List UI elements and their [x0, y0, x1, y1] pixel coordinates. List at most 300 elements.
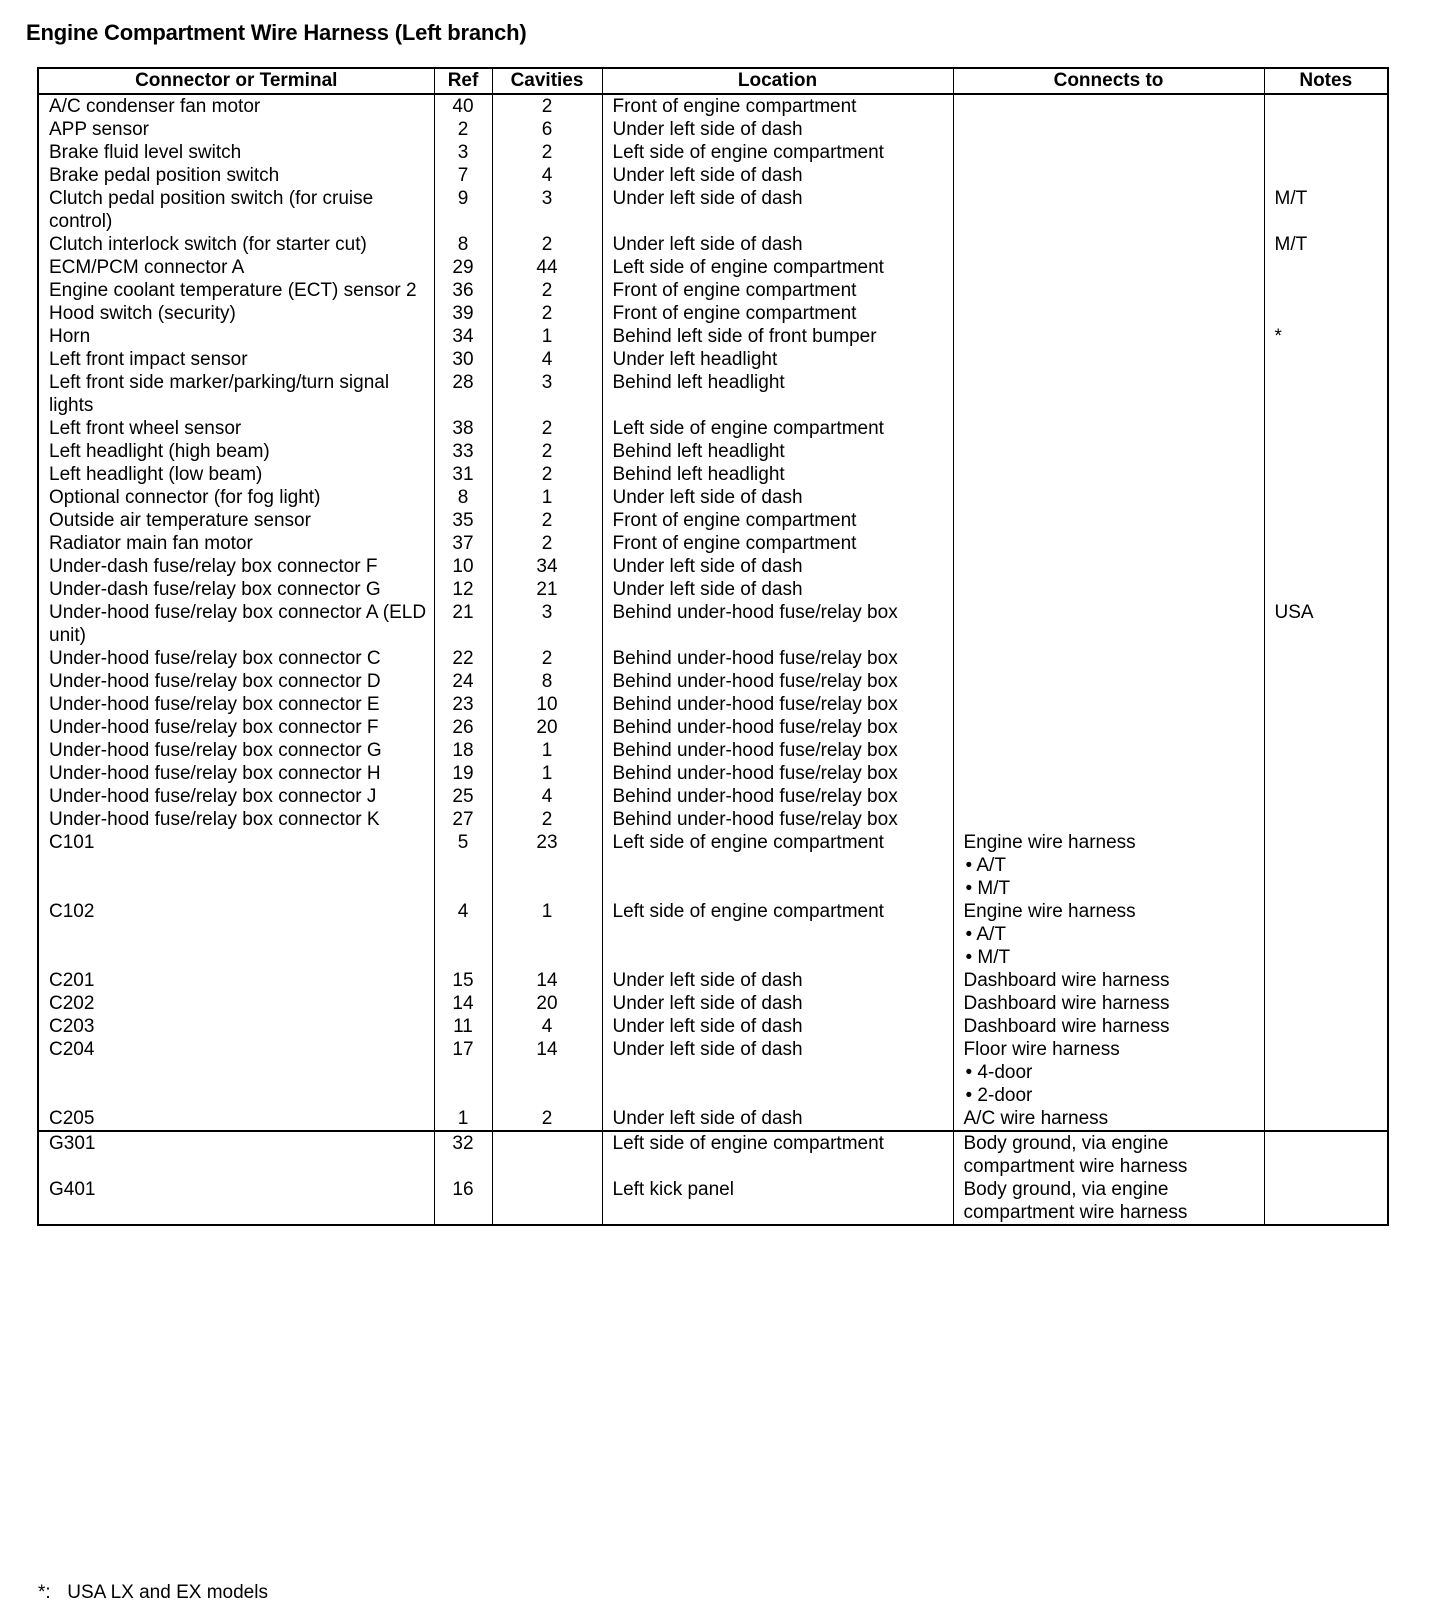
- cell-location: [602, 325, 953, 348]
- cell-connector: [38, 463, 434, 486]
- table-row: [38, 1178, 1388, 1225]
- cell-connects-to: [953, 716, 1264, 739]
- table-row: [38, 578, 1388, 601]
- cell-ref-text: 12: [452, 579, 474, 600]
- cell-connector: [38, 647, 434, 670]
- cell-cavities-text: 2: [541, 648, 553, 669]
- cell-cavities: [492, 785, 602, 808]
- column-header-ref: Ref: [434, 68, 492, 94]
- cell-cavities-text: 4: [541, 1016, 553, 1037]
- cell-location-text: Under left side of dash: [612, 1016, 803, 1037]
- column-header-location: Location: [602, 68, 953, 94]
- cell-location: [602, 463, 953, 486]
- cell-connector-text: Under-dash fuse/relay box connector F: [49, 556, 378, 577]
- cell-location: [602, 509, 953, 532]
- cell-connector: [38, 141, 434, 164]
- cell-ref-text: 15: [452, 970, 474, 991]
- cell-connector-text: G301: [49, 1133, 96, 1154]
- cell-connects-to: [953, 1131, 1264, 1178]
- table-row: [38, 808, 1388, 831]
- cell-connector-text: Under-hood fuse/relay box connector D: [49, 671, 381, 692]
- cell-cavities-text: 2: [541, 142, 553, 163]
- cell-location-text: Behind under-hood fuse/relay box: [612, 809, 898, 830]
- cell-cavities: [492, 440, 602, 463]
- cell-cavities: [492, 739, 602, 762]
- cell-ref: [434, 371, 492, 417]
- cell-notes: [1264, 992, 1388, 1015]
- cell-ref: [434, 118, 492, 141]
- column-header-notes: Notes: [1264, 68, 1388, 94]
- cell-notes: [1264, 1107, 1388, 1131]
- cell-location-text: Behind left headlight: [612, 441, 785, 462]
- cell-connector: [38, 94, 434, 118]
- cell-cavities: [492, 486, 602, 509]
- cell-connector-text: Left front side marker/parking/turn signal lights: [49, 372, 390, 416]
- cell-connects-to: [953, 164, 1264, 187]
- cell-location: [602, 831, 953, 900]
- cell-location: [602, 118, 953, 141]
- cell-ref-text: 34: [452, 326, 474, 347]
- cell-connects-to-text: Engine wire harness: [963, 901, 1136, 922]
- cell-connects-to: [953, 532, 1264, 555]
- cell-cavities-text: 44: [536, 257, 558, 278]
- cell-connects-to: [953, 279, 1264, 302]
- cell-notes: [1264, 601, 1388, 647]
- cell-connector-text: Left front impact sensor: [49, 349, 248, 370]
- cell-cavities: [492, 1015, 602, 1038]
- cell-connector: [38, 509, 434, 532]
- cell-connector-text: C101: [49, 832, 95, 853]
- table-row: [38, 371, 1388, 417]
- cell-ref: [434, 900, 492, 969]
- cell-cavities: [492, 279, 602, 302]
- cell-notes-text: *: [1274, 326, 1282, 347]
- cell-cavities: [492, 969, 602, 992]
- cell-connector: [38, 440, 434, 463]
- cell-notes: [1264, 463, 1388, 486]
- cell-cavities: [492, 94, 602, 118]
- cell-notes: [1264, 440, 1388, 463]
- cell-cavities: [492, 1131, 602, 1178]
- cell-connector: [38, 348, 434, 371]
- table-body-connectors: [38, 94, 1388, 1131]
- cell-notes-text: M/T: [1274, 188, 1308, 209]
- cell-cavities: [492, 118, 602, 141]
- cell-notes: [1264, 808, 1388, 831]
- cell-ref: [434, 1131, 492, 1178]
- cell-cavities-text: 4: [541, 786, 553, 807]
- cell-location-text: Left kick panel: [612, 1179, 734, 1200]
- cell-ref-text: 14: [452, 993, 474, 1014]
- cell-notes: [1264, 417, 1388, 440]
- cell-location: [602, 670, 953, 693]
- cell-connects-to: [953, 762, 1264, 785]
- cell-cavities-text: 1: [541, 487, 553, 508]
- cell-cavities-text: 2: [541, 234, 553, 255]
- cell-location: [602, 256, 953, 279]
- cell-location: [602, 762, 953, 785]
- cell-connector-text: C202: [49, 993, 95, 1014]
- page-title: Engine Compartment Wire Harness (Left branch): [26, 20, 527, 45]
- cell-ref-text: 19: [452, 763, 474, 784]
- cell-location-text: Front of engine compartment: [612, 280, 857, 301]
- cell-cavities: [492, 302, 602, 325]
- cell-ref: [434, 1178, 492, 1225]
- cell-ref-text: 30: [452, 349, 474, 370]
- table-row: [38, 1107, 1388, 1131]
- cell-location-text: Under left side of dash: [612, 119, 803, 140]
- cell-connects-to: [953, 486, 1264, 509]
- cell-ref-text: 28: [452, 372, 474, 393]
- cell-location-text: Behind under-hood fuse/relay box: [612, 648, 898, 669]
- cell-ref: [434, 670, 492, 693]
- cell-cavities-text: 14: [536, 1039, 558, 1060]
- cell-location: [602, 693, 953, 716]
- cell-notes: [1264, 302, 1388, 325]
- cell-connects-to: [953, 1107, 1264, 1131]
- cell-ref: [434, 992, 492, 1015]
- cell-notes: [1264, 187, 1388, 233]
- cell-connects-to: [953, 463, 1264, 486]
- cell-connects-to-text: Floor wire harness: [963, 1039, 1120, 1060]
- cell-cavities-text: 4: [541, 349, 553, 370]
- cell-notes: [1264, 969, 1388, 992]
- cell-connects-to: [953, 118, 1264, 141]
- cell-cavities-text: 2: [541, 280, 553, 301]
- cell-connector-text: Clutch pedal position switch (for cruise control): [49, 188, 374, 232]
- cell-ref-text: 21: [452, 602, 474, 623]
- cell-connector-text: Horn: [49, 326, 91, 347]
- cell-location: [602, 555, 953, 578]
- cell-notes-text: M/T: [1274, 234, 1308, 255]
- cell-ref-text: 24: [452, 671, 474, 692]
- cell-connector: [38, 762, 434, 785]
- cell-connector-text: G401: [49, 1179, 96, 1200]
- cell-connector: [38, 532, 434, 555]
- cell-location-text: Front of engine compartment: [612, 303, 857, 324]
- cell-connects-to: [953, 693, 1264, 716]
- cell-cavities-text: 1: [541, 901, 553, 922]
- cell-location: [602, 1131, 953, 1178]
- cell-connector-text: Under-hood fuse/relay box connector C: [49, 648, 381, 669]
- cell-connector-text: Under-dash fuse/relay box connector G: [49, 579, 381, 600]
- table-row: [38, 716, 1388, 739]
- cell-cavities: [492, 348, 602, 371]
- cell-cavities: [492, 647, 602, 670]
- cell-location-text: Front of engine compartment: [612, 96, 857, 117]
- cell-ref-text: 23: [452, 694, 474, 715]
- cell-cavities: [492, 233, 602, 256]
- cell-notes: [1264, 279, 1388, 302]
- cell-connector: [38, 118, 434, 141]
- cell-connects-to: [953, 578, 1264, 601]
- cell-ref: [434, 417, 492, 440]
- cell-cavities-text: 2: [541, 418, 553, 439]
- cell-cavities-text: 20: [536, 717, 558, 738]
- cell-location: [602, 992, 953, 1015]
- cell-connector: [38, 233, 434, 256]
- cell-connector-text: Hood switch (security): [49, 303, 236, 324]
- cell-location: [602, 417, 953, 440]
- cell-ref: [434, 578, 492, 601]
- cell-connects-to-text: A/C wire harness: [963, 1108, 1109, 1129]
- cell-location: [602, 578, 953, 601]
- cell-ref-text: 2: [457, 119, 469, 140]
- cell-ref: [434, 808, 492, 831]
- cell-connector-text: Under-hood fuse/relay box connector K: [49, 809, 380, 830]
- cell-cavities-text: 3: [541, 188, 553, 209]
- cell-cavities: [492, 693, 602, 716]
- cell-ref-text: 18: [452, 740, 474, 761]
- table-row: [38, 348, 1388, 371]
- cell-location-text: Left side of engine compartment: [612, 257, 884, 278]
- cell-connector-text: Left headlight (high beam): [49, 441, 270, 462]
- table-row: [38, 532, 1388, 555]
- cell-notes: [1264, 578, 1388, 601]
- table-row: [38, 486, 1388, 509]
- cell-connects-to: [953, 141, 1264, 164]
- cell-connector: [38, 279, 434, 302]
- cell-location-text: Behind under-hood fuse/relay box: [612, 717, 898, 738]
- cell-connector: [38, 601, 434, 647]
- cell-ref: [434, 187, 492, 233]
- table-row: [38, 440, 1388, 463]
- cell-location-text: Under left side of dash: [612, 1039, 803, 1060]
- cell-connects-to: [953, 670, 1264, 693]
- cell-ref: [434, 94, 492, 118]
- cell-connector-text: Under-hood fuse/relay box connector E: [49, 694, 380, 715]
- connects-to-sub-item: • A/T: [965, 855, 1006, 876]
- table-row: [38, 187, 1388, 233]
- cell-cavities: [492, 141, 602, 164]
- cell-ref-text: 31: [452, 464, 474, 485]
- table-row: [38, 555, 1388, 578]
- cell-location: [602, 716, 953, 739]
- cell-notes: [1264, 141, 1388, 164]
- cell-ref: [434, 716, 492, 739]
- cell-connector-text: Left headlight (low beam): [49, 464, 263, 485]
- cell-ref-text: 25: [452, 786, 474, 807]
- cell-notes: [1264, 1178, 1388, 1225]
- footnote-mark: *:: [38, 1582, 51, 1603]
- cell-connects-to: [953, 992, 1264, 1015]
- table-row: [38, 118, 1388, 141]
- cell-location: [602, 739, 953, 762]
- cell-connects-to: [953, 371, 1264, 417]
- cell-connects-to: [953, 348, 1264, 371]
- table-row: [38, 463, 1388, 486]
- cell-cavities: [492, 371, 602, 417]
- cell-cavities: [492, 762, 602, 785]
- cell-connector: [38, 716, 434, 739]
- cell-notes-text: USA: [1274, 602, 1314, 623]
- cell-cavities-text: 23: [536, 832, 558, 853]
- cell-connector: [38, 417, 434, 440]
- cell-connector-text: Optional connector (for fog light): [49, 487, 321, 508]
- cell-cavities: [492, 670, 602, 693]
- cell-ref-text: 8: [457, 234, 469, 255]
- cell-cavities: [492, 808, 602, 831]
- cell-notes: [1264, 371, 1388, 417]
- connects-to-sub-item: • 2-door: [965, 1085, 1033, 1106]
- cell-location: [602, 601, 953, 647]
- cell-connector: [38, 831, 434, 900]
- cell-location-text: Left side of engine compartment: [612, 832, 884, 853]
- cell-ref: [434, 1038, 492, 1107]
- cell-ref-text: 7: [457, 165, 469, 186]
- cell-connects-to: [953, 1038, 1264, 1107]
- cell-ref: [434, 233, 492, 256]
- cell-ref-text: 3: [457, 142, 469, 163]
- cell-ref-text: 39: [452, 303, 474, 324]
- cell-connector-text: Under-hood fuse/relay box connector H: [49, 763, 381, 784]
- cell-cavities-text: 14: [536, 970, 558, 991]
- cell-connector: [38, 693, 434, 716]
- cell-notes: [1264, 762, 1388, 785]
- cell-connector-text: ECM/PCM connector A: [49, 257, 245, 278]
- cell-cavities: [492, 1038, 602, 1107]
- cell-connects-to: [953, 417, 1264, 440]
- cell-connector: [38, 992, 434, 1015]
- cell-ref-text: 36: [452, 280, 474, 301]
- cell-cavities: [492, 509, 602, 532]
- cell-cavities: [492, 1107, 602, 1131]
- cell-notes: [1264, 647, 1388, 670]
- cell-location-text: Under left side of dash: [612, 556, 803, 577]
- cell-ref: [434, 486, 492, 509]
- cell-cavities: [492, 164, 602, 187]
- table-row: [38, 647, 1388, 670]
- cell-connects-to-text: Engine wire harness: [963, 832, 1136, 853]
- cell-location-text: Under left side of dash: [612, 579, 803, 600]
- cell-notes: [1264, 831, 1388, 900]
- cell-location: [602, 233, 953, 256]
- table-row: [38, 325, 1388, 348]
- cell-connects-to: [953, 94, 1264, 118]
- table-row: [38, 762, 1388, 785]
- cell-ref-text: 4: [457, 901, 469, 922]
- cell-location-text: Behind left side of front bumper: [612, 326, 877, 347]
- cell-notes: [1264, 716, 1388, 739]
- cell-ref: [434, 785, 492, 808]
- cell-cavities-text: 8: [541, 671, 553, 692]
- cell-ref-text: 5: [457, 832, 469, 853]
- cell-connector: [38, 670, 434, 693]
- cell-location-text: Behind under-hood fuse/relay box: [612, 763, 898, 784]
- cell-location: [602, 94, 953, 118]
- cell-connects-to: [953, 601, 1264, 647]
- cell-cavities-text: 1: [541, 326, 553, 347]
- table-row: [38, 1131, 1388, 1178]
- table-row: [38, 739, 1388, 762]
- cell-ref-text: 33: [452, 441, 474, 462]
- cell-notes: [1264, 555, 1388, 578]
- cell-connects-to: [953, 1015, 1264, 1038]
- cell-cavities: [492, 325, 602, 348]
- cell-location-text: Behind under-hood fuse/relay box: [612, 602, 898, 623]
- table-row: [38, 670, 1388, 693]
- table-row: [38, 279, 1388, 302]
- cell-connects-to: [953, 325, 1264, 348]
- cell-location-text: Front of engine compartment: [612, 533, 857, 554]
- cell-ref-text: 16: [452, 1179, 474, 1200]
- cell-location-text: Front of engine compartment: [612, 510, 857, 531]
- cell-cavities-text: 21: [536, 579, 558, 600]
- cell-ref: [434, 1015, 492, 1038]
- cell-connects-to-text: Body ground, via engine compartment wire harness: [963, 1179, 1188, 1223]
- table-row: [38, 969, 1388, 992]
- cell-connector-text: Outside air temperature sensor: [49, 510, 311, 531]
- cell-connects-to: [953, 440, 1264, 463]
- cell-location: [602, 785, 953, 808]
- cell-connector-text: Engine coolant temperature (ECT) sensor 2: [49, 280, 417, 301]
- table-row: [38, 1015, 1388, 1038]
- cell-ref: [434, 302, 492, 325]
- cell-connector: [38, 486, 434, 509]
- cell-connector-text: C204: [49, 1039, 95, 1060]
- cell-connects-to: [953, 808, 1264, 831]
- cell-cavities-text: 34: [536, 556, 558, 577]
- cell-connector: [38, 371, 434, 417]
- cell-cavities: [492, 555, 602, 578]
- cell-connector: [38, 900, 434, 969]
- cell-cavities-text: 3: [541, 602, 553, 623]
- column-header-cavities: Cavities: [492, 68, 602, 94]
- cell-cavities-text: 4: [541, 165, 553, 186]
- cell-ref-text: 26: [452, 717, 474, 738]
- cell-connector-text: C102: [49, 901, 95, 922]
- cell-connects-to-text: Body ground, via engine compartment wire harness: [963, 1133, 1188, 1177]
- cell-location: [602, 969, 953, 992]
- connects-to-sub-item: • A/T: [965, 924, 1006, 945]
- cell-connector: [38, 187, 434, 233]
- table-row: [38, 509, 1388, 532]
- cell-location-text: Under left side of dash: [612, 188, 803, 209]
- cell-location: [602, 808, 953, 831]
- cell-connector-text: Brake pedal position switch: [49, 165, 280, 186]
- cell-location: [602, 279, 953, 302]
- cell-ref-text: 8: [457, 487, 469, 508]
- cell-location-text: Under left side of dash: [612, 1108, 803, 1129]
- cell-location: [602, 164, 953, 187]
- cell-location: [602, 1178, 953, 1225]
- cell-connects-to: [953, 739, 1264, 762]
- cell-notes: [1264, 739, 1388, 762]
- cell-connector-text: Under-hood fuse/relay box connector J: [49, 786, 377, 807]
- cell-ref: [434, 555, 492, 578]
- cell-location-text: Behind under-hood fuse/relay box: [612, 671, 898, 692]
- cell-location: [602, 187, 953, 233]
- cell-ref-text: 37: [452, 533, 474, 554]
- cell-location-text: Behind left headlight: [612, 372, 785, 393]
- cell-location: [602, 1015, 953, 1038]
- cell-cavities-text: 3: [541, 372, 553, 393]
- cell-location: [602, 440, 953, 463]
- cell-ref: [434, 831, 492, 900]
- cell-connector: [38, 808, 434, 831]
- cell-cavities-text: 20: [536, 993, 558, 1014]
- cell-ref: [434, 601, 492, 647]
- cell-ref: [434, 532, 492, 555]
- cell-location-text: Under left side of dash: [612, 970, 803, 991]
- cell-cavities-text: 6: [541, 119, 553, 140]
- cell-notes: [1264, 486, 1388, 509]
- footnote-text: USA LX and EX models: [67, 1582, 268, 1603]
- cell-connector: [38, 969, 434, 992]
- cell-notes: [1264, 693, 1388, 716]
- cell-ref: [434, 693, 492, 716]
- cell-connects-to: [953, 302, 1264, 325]
